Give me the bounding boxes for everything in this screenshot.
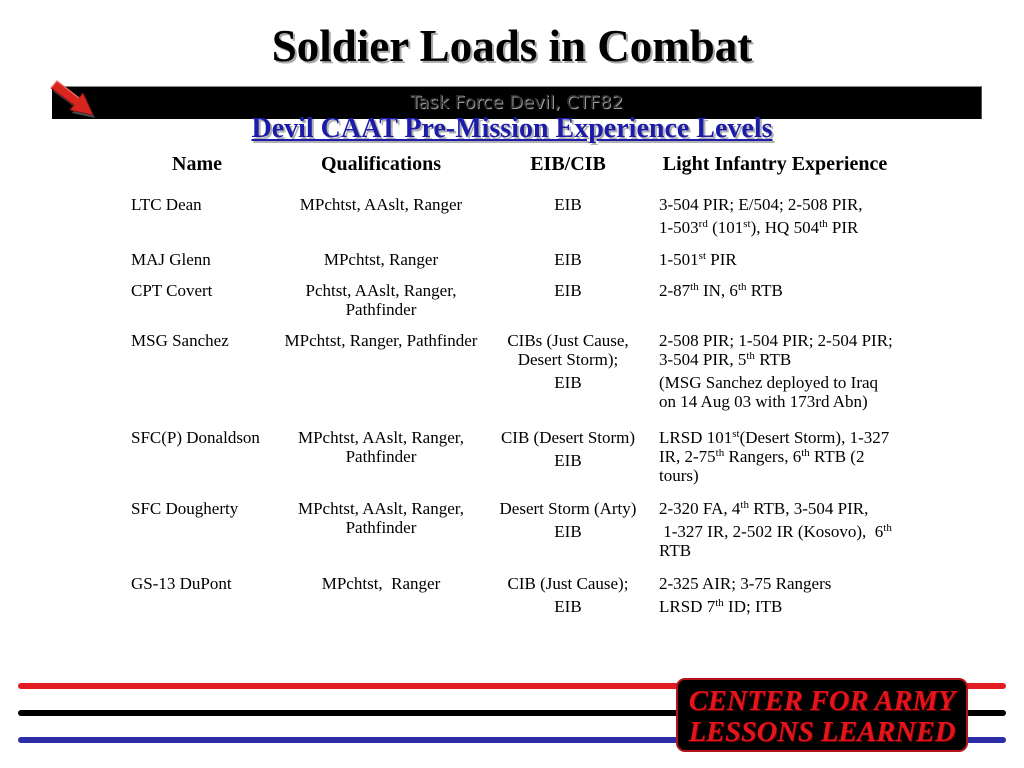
text-segment: RTB (2 (809, 447, 865, 466)
cell-paragraph (659, 597, 900, 616)
cell-name (122, 331, 272, 350)
cell-line: on 14 Aug 03 with 173rd Abn) (659, 392, 868, 411)
cell-line (659, 281, 900, 300)
text-segment: RTB (754, 350, 792, 369)
cell-paragraph (272, 250, 490, 269)
cell-paragraph (131, 428, 272, 447)
slide-subtitle: Devil CAAT Pre-Mission Experience Levels (251, 113, 773, 144)
cell-line: LTC Dean (131, 195, 202, 214)
cell-experience (650, 281, 900, 300)
cell-paragraph (659, 373, 900, 411)
cell-line (659, 447, 900, 466)
text-segment: 2-320 FA, 4 (659, 499, 741, 518)
text-segment: PIR (706, 250, 737, 269)
cell-line: CPT Covert (131, 281, 213, 300)
text-segment: PIR (827, 218, 859, 237)
superscript: th (819, 218, 828, 230)
cell-paragraph (490, 428, 646, 447)
table-header (0, 153, 1024, 175)
cell-paragraph (131, 250, 272, 269)
cell-line: MAJ Glenn (131, 250, 211, 269)
cell-experience (650, 574, 900, 616)
cell-eib-cib (490, 250, 646, 269)
superscript: st (732, 428, 740, 440)
cell-line (659, 428, 900, 447)
cell-name (122, 281, 272, 300)
cell-line: EIB (554, 281, 582, 300)
cell-line: Pathfinder (345, 518, 417, 537)
cell-line (659, 522, 900, 541)
cell-line: Desert Storm (Arty) (499, 499, 637, 518)
cell-line (659, 218, 900, 237)
cell-name (122, 195, 272, 214)
cell-experience (650, 428, 900, 485)
text-segment: 1-503 (659, 218, 699, 237)
cell-paragraph (131, 574, 272, 593)
cell-paragraph (490, 499, 646, 518)
text-segment: 1-501 (659, 250, 699, 269)
superscript: th (737, 281, 747, 293)
cell-line: MSG Sanchez (131, 331, 229, 350)
cell-experience (650, 195, 900, 237)
text-segment: Rangers, 6 (724, 447, 802, 466)
superscript: st (698, 250, 707, 262)
cell-eib-cib (490, 574, 646, 616)
cell-paragraph (272, 331, 490, 350)
cell-qualifications (272, 250, 490, 269)
cell-paragraph (490, 597, 646, 616)
cell-paragraph (490, 373, 646, 392)
cell-line: Pathfinder (345, 447, 417, 466)
cell-name (122, 250, 272, 269)
cell-experience (650, 331, 900, 411)
cell-line: CIB (Just Cause); (507, 574, 629, 593)
logo-line: CENTER FOR ARMY (688, 686, 956, 717)
cell-line: MPchtst, Ranger (323, 250, 439, 269)
cell-line: 3-504 PIR; E/504; 2-508 PIR, (659, 195, 863, 214)
arrow-shape (51, 81, 93, 115)
cell-paragraph (490, 195, 646, 214)
cell-paragraph (659, 250, 900, 269)
text-segment: RTB (746, 281, 783, 300)
header-qualifications: Qualifications (320, 153, 441, 175)
cell-paragraph (490, 574, 646, 593)
cell-name (122, 499, 272, 518)
cell-line: CIB (Desert Storm) (500, 428, 636, 447)
cell-qualifications (272, 499, 490, 537)
cell-line: CIBs (Just Cause, (507, 331, 629, 350)
cell-line: MPchtst, AAslt, Ranger, (297, 499, 464, 518)
cell-paragraph (272, 499, 490, 537)
cell-paragraph (659, 331, 900, 369)
text-segment: 3-504 PIR, 5 (659, 350, 747, 369)
cell-paragraph (490, 331, 646, 369)
cell-name (122, 428, 272, 447)
cell-name (122, 574, 272, 593)
superscript: th (746, 350, 755, 362)
cell-line: RTB (659, 541, 692, 560)
superscript: th (801, 447, 810, 459)
slide-title: Soldier Loads in Combat (271, 21, 753, 71)
cell-line: tours) (659, 466, 699, 485)
cell-line: MPchtst, Ranger (321, 574, 441, 593)
cell-qualifications (272, 331, 490, 350)
text-segment: 2-87 (659, 281, 691, 300)
logo-line: LESSONS LEARNED (688, 717, 956, 748)
cell-experience (650, 250, 900, 269)
cell-line: SFC Dougherty (131, 499, 239, 518)
header-name: Name (172, 153, 222, 175)
cell-qualifications (272, 574, 490, 593)
cell-line: Pathfinder (345, 300, 417, 319)
cell-paragraph (131, 195, 272, 214)
cell-paragraph (659, 195, 900, 214)
cell-line (659, 250, 900, 269)
cell-line: MPchtst, AAslt, Ranger, (297, 428, 464, 447)
cell-line: EIB (554, 195, 582, 214)
cell-line: EIB (554, 451, 582, 470)
cell-paragraph (659, 522, 900, 560)
cell-line: Desert Storm); (517, 350, 619, 369)
cell-eib-cib (490, 281, 646, 300)
cell-line: GS-13 DuPont (131, 574, 232, 593)
cell-qualifications (272, 281, 490, 319)
cell-line: MPchtst, AAslt, Ranger (299, 195, 463, 214)
cell-line (659, 597, 900, 616)
cell-eib-cib (490, 428, 646, 470)
cell-paragraph (659, 574, 900, 593)
cell-line: EIB (554, 522, 582, 541)
text-segment: IN, 6 (698, 281, 738, 300)
cell-line: EIB (554, 597, 582, 616)
text-segment: ID; ITB (723, 597, 783, 616)
cell-paragraph (272, 574, 490, 593)
cell-line (659, 350, 900, 369)
cell-line: MPchtst, Ranger, Pathfinder (284, 331, 478, 350)
superscript: th (690, 281, 699, 293)
text-segment: LRSD 7 (659, 597, 716, 616)
text-segment: (Desert Storm), 1-327 (739, 428, 890, 447)
cell-line: 2-508 PIR; 1-504 PIR; 2-504 PIR; (659, 331, 893, 350)
cell-paragraph (490, 281, 646, 300)
superscript: th (715, 597, 724, 609)
cell-eib-cib (490, 195, 646, 214)
cell-qualifications (272, 195, 490, 214)
text-segment: ), HQ 504 (750, 218, 820, 237)
cell-line: Pchtst, AAslt, Ranger, (305, 281, 457, 300)
cell-line: SFC(P) Donaldson (131, 428, 260, 447)
header-light-infantry-experience: Light Infantry Experience (662, 153, 888, 175)
cell-line: 2-325 AIR; 3-75 Rangers (659, 574, 832, 593)
superscript: th (740, 499, 749, 511)
cell-line: (MSG Sanchez deployed to Iraq (659, 373, 879, 392)
text-segment: LRSD 101 (659, 428, 733, 447)
cell-paragraph (490, 250, 646, 269)
text-segment: (101 (707, 218, 744, 237)
cell-paragraph (131, 281, 272, 300)
superscript: st (743, 218, 751, 230)
cell-paragraph (659, 281, 900, 300)
cell-paragraph (490, 451, 646, 470)
cell-paragraph (490, 522, 646, 541)
cell-qualifications (272, 428, 490, 466)
cell-eib-cib (490, 499, 646, 541)
cell-paragraph (131, 499, 272, 518)
cell-paragraph (272, 428, 490, 466)
cell-line: EIB (554, 373, 582, 392)
call-logo (676, 678, 968, 752)
cell-eib-cib (490, 331, 646, 392)
text-segment: IR, 2-75 (659, 447, 716, 466)
superscript: rd (698, 218, 708, 230)
cell-line (659, 499, 900, 518)
cell-line: EIB (554, 250, 582, 269)
cell-paragraph (131, 331, 272, 350)
cell-paragraph (659, 218, 900, 237)
banner-text: Task Force Devil, CTF82 (410, 92, 623, 113)
cell-paragraph (659, 499, 900, 518)
superscript: th (883, 522, 892, 534)
header-eib-cib: EIB/CIB (530, 153, 606, 175)
cell-paragraph (659, 428, 900, 485)
text-segment: 1-327 IR, 2-502 IR (Kosovo), 6 (659, 522, 884, 541)
text-segment: RTB, 3-504 PIR, (748, 499, 869, 518)
cell-paragraph (272, 281, 490, 319)
superscript: th (715, 447, 725, 459)
cell-paragraph (272, 195, 490, 214)
cell-experience (650, 499, 900, 560)
